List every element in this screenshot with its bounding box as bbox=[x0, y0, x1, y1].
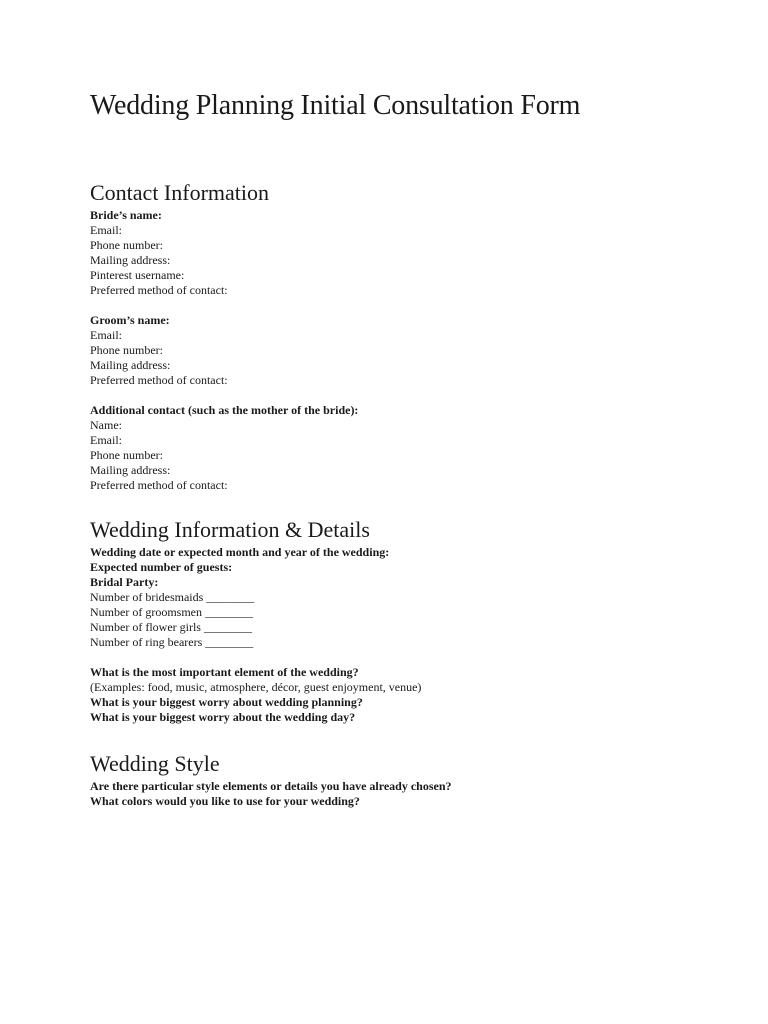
guest-count-label: Expected number of guests: bbox=[90, 560, 233, 574]
contact-heading: Contact Information bbox=[90, 180, 270, 205]
additional-contact-method-field: Preferred method of contact: bbox=[90, 478, 228, 492]
additional-email-field: Email: bbox=[90, 433, 122, 447]
wedding-style-section bbox=[90, 751, 452, 809]
bridesmaids-field: Number of bridesmaids ________ bbox=[90, 590, 255, 604]
wedding-info-heading: Wedding Information & Details bbox=[90, 517, 370, 542]
style-elements-question: Are there particular style elements or details you have already chosen? bbox=[90, 779, 452, 793]
bridal-party-label: Bridal Party: bbox=[90, 575, 159, 589]
wedding-day-worry-question: What is your biggest worry about the wedding day? bbox=[90, 710, 356, 724]
wedding-style-heading: Wedding Style bbox=[90, 751, 220, 776]
bride-contact-method-field: Preferred method of contact: bbox=[90, 283, 228, 297]
additional-name-field: Name: bbox=[90, 418, 122, 432]
colors-question: What colors would you like to use for your wedding? bbox=[90, 794, 360, 808]
groom-contact-method-field: Preferred method of contact: bbox=[90, 373, 228, 387]
bride-phone-field: Phone number: bbox=[90, 238, 163, 252]
bride-name-label: Bride’s name: bbox=[90, 208, 162, 222]
groom-address-field: Mailing address: bbox=[90, 358, 171, 372]
wedding-info-section bbox=[90, 517, 421, 725]
document-title: Wedding Planning Initial Consultation Form bbox=[90, 90, 581, 121]
important-element-examples: (Examples: food, music, atmosphere, décor, guest enjoyment, venue) bbox=[90, 680, 422, 694]
wedding-date-label: Wedding date or expected month and year of the wedding: bbox=[90, 545, 390, 559]
groom-email-field: Email: bbox=[90, 328, 122, 342]
groom-name-label: Groom’s name: bbox=[90, 313, 170, 327]
contact-section bbox=[90, 180, 358, 493]
bride-email-field: Email: bbox=[90, 223, 122, 237]
bride-address-field: Mailing address: bbox=[90, 253, 171, 267]
additional-address-field: Mailing address: bbox=[90, 463, 171, 477]
groom-phone-field: Phone number: bbox=[90, 343, 163, 357]
ring-bearers-field: Number of ring bearers ________ bbox=[90, 635, 254, 649]
flower-girls-field: Number of flower girls ________ bbox=[90, 620, 252, 634]
additional-phone-field: Phone number: bbox=[90, 448, 163, 462]
planning-worry-question: What is your biggest worry about wedding planning? bbox=[90, 695, 363, 709]
important-element-question: What is the most important element of the wedding? bbox=[90, 665, 359, 679]
bride-pinterest-field: Pinterest username: bbox=[90, 268, 185, 282]
additional-contact-label: Additional contact (such as the mother of the bride): bbox=[90, 403, 359, 417]
groomsmen-field: Number of groomsmen ________ bbox=[90, 605, 253, 619]
